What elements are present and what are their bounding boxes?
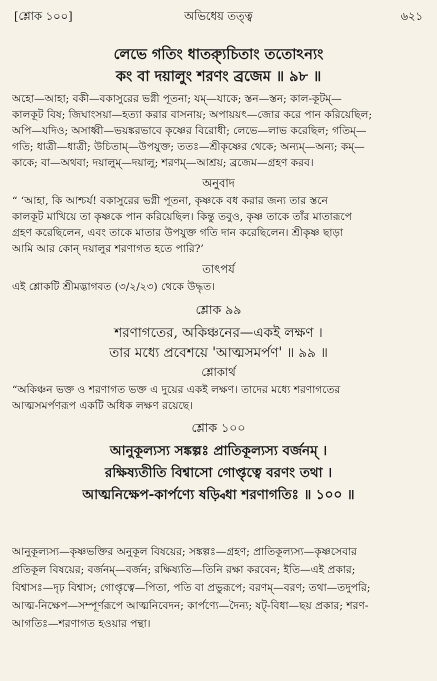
translation-heading: অনুবাদ bbox=[202, 176, 235, 190]
synonyms98-line: গতি; ধাত্রী—ধাত্রী; উচিতাম্—উপযুক্ত; ততঃ—শ্রীকৃষ্ণের থেকে; অন্যম্—অন্য; কম্— bbox=[12, 141, 365, 153]
translation98-line: “ ‘আহা, কি আশ্চর্য! বকাসুরের ভগ্নী পূতনা, কৃষ্ণকে বধ করার জন্য তার স্তনে bbox=[12, 195, 328, 207]
synonyms100-line: আত্ম-নিক্ষেপ—সম্পূর্ণরূপে আত্মনিবেদন; কার্পণ্যে—দৈন্য; ষট্-বিধা—ছয় প্রকার; শরণ- bbox=[12, 600, 369, 612]
verse98-line-2: কং বা দয়ালুং শরণং ব্রজেম ॥ ৯৮ ॥ bbox=[115, 68, 322, 85]
synonyms100-line: আগতিঃ—শরণাগত হওয়ার পন্থা। bbox=[12, 618, 151, 630]
purport-heading: তাৎপর্য bbox=[202, 262, 235, 276]
header-page-number: ৬২১ bbox=[400, 9, 423, 23]
verse98-line-1: লেভে গতিং ধাত্র্যুচিতাং ততোঽন্যং bbox=[113, 46, 324, 63]
synonyms100-line: প্রতিকূল বিষয়ের; বর্জনম্—বর্জন; রক্ষিষ্যতি—তিনি রক্ষা করবেন; ইতি—এই প্রকার; bbox=[12, 564, 356, 576]
synonyms98-line: কালকূট বিষ; জিঘাংসয়া—হত্যা করার বাসনায়; অপায়য়ৎ—জোর করে পান করিয়েছিল; bbox=[12, 109, 373, 121]
synonyms98-line: অপি—যদিও; অসাধ্বী—ভয়ঙ্করভাবে কৃষ্ণের বিরোধী; লেভে—লাভ করেছিল; গতিম্— bbox=[12, 125, 367, 137]
synonyms98-line: কাকে; বা—অথবা; দয়ালুম্—দয়ালু; শরণম্—আশ্রয়; ব্রজেম—গ্রহণ করব। bbox=[12, 157, 314, 169]
translation98-line: গ্রহণ করেছিলেন, এবং তাকে মাতার উপযুক্ত গতি দান করেছিলেন। শ্রীকৃষ্ণ ছাড়া bbox=[12, 227, 344, 239]
synonyms100-line: আনুকূল্যস্য—কৃষ্ণভক্তির অনুকূল বিষয়ের; সঙ্কল্পঃ—গ্রহণ; প্রাতিকূল্যস্য—কৃষ্ণসেবার bbox=[12, 546, 357, 558]
verse100-line-1: আনুকূল্যস্য সঙ্কল্পঃ প্রাতিকূল্যস্য বর্জনম্ । bbox=[109, 443, 328, 459]
header-chapter-title: অভিধেয় তত্ত্ব bbox=[184, 9, 253, 23]
translation98-line: আমি আর কোন্ দয়ালুর শরণাগত হতে পারি?’ bbox=[12, 243, 204, 255]
verse99-meaning-line: আত্মসমর্পণরূপ একটি অধিক লক্ষণ রয়েছে। bbox=[12, 400, 193, 412]
verse100-title: শ্লোক ১০০ bbox=[191, 420, 246, 435]
verse99-meaning-line: “অকিঞ্চন ভক্ত ও শরণাগত ভক্ত এ দুয়ের একই লক্ষণ। তাদের মধ্যে শরণাগতের bbox=[12, 384, 341, 396]
verse99-line-1: শরণাগতের, অকিঞ্চনের—একই লক্ষণ । bbox=[114, 325, 323, 341]
meaning-heading: শ্লোকার্থ bbox=[201, 365, 236, 379]
page-header bbox=[14, 8, 423, 24]
translation98-line: কালকূট মাখিয়ে তা কৃষ্ণকে পান করিয়েছিল। কিন্তু তবুও, কৃষ্ণ তাকে তাঁর মাতারূপে bbox=[12, 211, 352, 223]
purport98-text: এই শ্লোকটি শ্রীমদ্ভাগবত (৩/২/২৩) থেকে উদ্ধৃত। bbox=[12, 281, 216, 293]
verse100-line-2: রক্ষিষ্যতীতি বিশ্বাসো গোপ্তৃত্বে বরণং তথা । bbox=[104, 465, 333, 481]
synonyms100-line: বিশ্বাসঃ—দৃঢ় বিশ্বাস; গোপ্তৃত্বে—পিতা, পতি বা প্রভুরূপে; বরণম্—বরণ; তথা—তদুপরি; bbox=[12, 582, 371, 594]
verse100-line-3: আত্মনিক্ষেপ-কার্পণ্যে ষড়্বিধা শরণাগতিঃ ॥ ১০০ ॥ bbox=[82, 487, 355, 503]
synonyms98-line: অহো—আহা; বকী—বকাসুরের ভগ্নী পূতনা; যম্—যাকে; স্তন—স্তন; কাল-কূটম্— bbox=[12, 93, 342, 105]
verse99-title: শ্লোক ৯৯ bbox=[195, 302, 242, 317]
verse99-line-2: তার মধ্যে প্রবেশয়ে 'আত্মসমর্পণ' ॥ ৯৯ ॥ bbox=[109, 345, 328, 361]
header-verse-ref: [শ্লোক ১০০] bbox=[14, 9, 73, 23]
